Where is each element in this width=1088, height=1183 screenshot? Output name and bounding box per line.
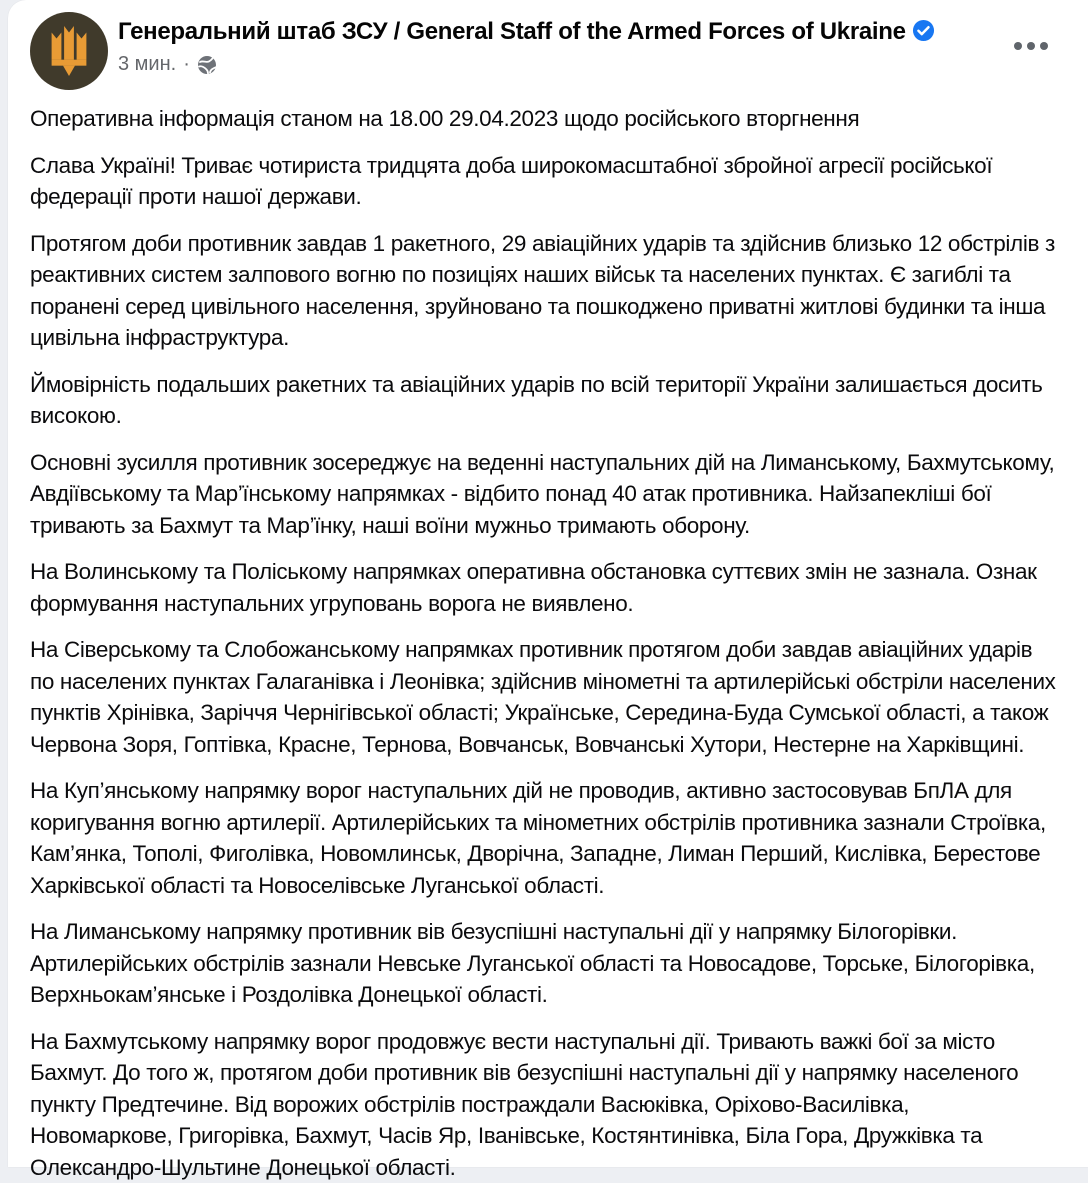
post-paragraph: На Лиманському напрямку противник вів безуспішні наступальні дії у напрямку Білогорівки. Артилерійських обстрілів зазнали Невське Луганської області та Новосадове, Торське, Білогорівка, Верхньокам’янське і Роздолівка Донецької області. xyxy=(30,916,1058,1011)
verified-badge-icon xyxy=(912,19,935,47)
post-meta[interactable] xyxy=(118,53,935,76)
post-header xyxy=(30,12,1058,90)
post-paragraph: На Волинському та Поліському напрямках оперативна обстановка суттєвих змін не зазнала. Ознак формування наступальних угруповань ворога не виявлено. xyxy=(30,556,1058,619)
post-paragraph: На Сіверському та Слобожанському напрямках противник протягом доби завдав авіаційних ударів по населених пунктах Галаганівка і Леонівка; здійснив мінометні та артилерійські обстріли населених пунктів Хрінівка, Заріччя Чернігівської області; Українське, Середина-Буда Сумської області, а також Червона Зоря, Гоптівка, Красне, Тернова, Вовчанськ, Вовчанські Хутори, Нестерне на Харківщині. xyxy=(30,634,1058,760)
header-text-block xyxy=(118,17,935,76)
tryzub-trident-icon xyxy=(49,26,89,76)
post-paragraph: Слава Україні! Триває чотириста тридцята доба широкомасштабної збройної агресії російської федерації проти нашої держави. xyxy=(30,150,1058,213)
post-paragraph: Протягом доби противник завдав 1 ракетного, 29 авіаційних ударів та здійснив близько 12 обстрілів з реактивних систем залпового вогню по позиціях наших військ та населених пунктах. Є загиблі та поранені серед цивільного населення, зруйновано та пошкоджено приватні житлові будинки та інша цивільна інфраструктура. xyxy=(30,228,1058,354)
page-name-link[interactable]: Генеральний штаб ЗСУ / General Staff of the Armed Forces of Ukraine xyxy=(118,18,906,45)
post-paragraph: Ймовірність подальших ракетних та авіаційних ударів по всій території України залишається досить високою. xyxy=(30,369,1058,432)
ellipsis-menu-icon[interactable] xyxy=(1008,36,1054,56)
post-body xyxy=(30,103,1058,1183)
meta-separator: · xyxy=(183,53,190,76)
facebook-post-card xyxy=(8,0,1088,1167)
post-timestamp[interactable]: 3 мин. xyxy=(118,53,176,76)
post-paragraph: На Бахмутському напрямку ворог продовжує вести наступальні дії. Тривають важкі бої за місто Бахмут. До того ж, протягом доби противник вів безуспішні наступальні дії у напрямку населеного пункту Предтечине. Від ворожих обстрілів постраждали Васюківка, Оріхово-Василівка, Новомаркове, Григорівка, Бахмут, Часів Яр, Іванівське, Костянтинівка, Біла Гора, Дружківка та Олександро-Шультине Донецької області. xyxy=(30,1026,1058,1183)
post-paragraph: Основні зусилля противник зосереджує на веденні наступальних дій на Лиманському, Бахмутському, Авдіївському та Мар’їнському напрямках - відбито понад 40 атак противника. Найзапекліші бої тривають за Бахмут та Мар’їнку, наші воїни мужньо тримають оборону. xyxy=(30,447,1058,542)
post-paragraph: На Куп’янському напрямку ворог наступальних дій не проводив, активно застосовував БпЛА для коригування вогню артилерії. Артилерійських та мінометних обстрілів противника зазнали Строївка, Кам’янка, Тополі, Фиголівка, Новомлинськ, Дворічна, Западне, Лиман Перший, Кислівка, Берестове Харківської області та Новоселівське Луганської області. xyxy=(30,775,1058,901)
post-paragraph: Оперативна інформація станом на 18.00 29.04.2023 щодо російського вторгнення xyxy=(30,103,1058,135)
page-avatar[interactable] xyxy=(30,12,108,90)
globe-icon xyxy=(197,55,217,75)
